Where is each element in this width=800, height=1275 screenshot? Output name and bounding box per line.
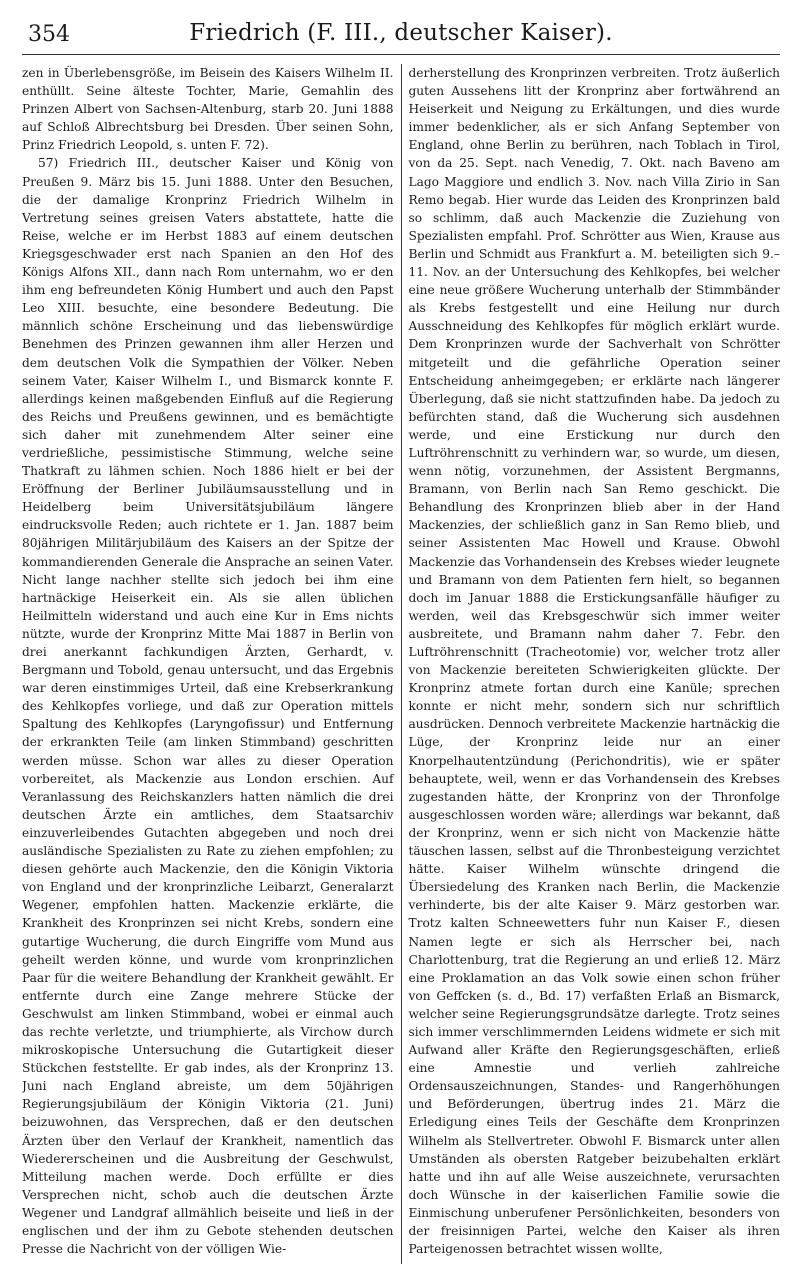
left-column [22,64,401,1264]
paragraph: zen in Überlebensgröße, im Beisein des Kaisers Wilhelm II. enthüllt. Seine älteste Tochter, Marie, Gemahlin des Prinzen Albert von Sachsen-Altenburg, starb 20. Juni 1888 auf Schloß Albrechtsburg bei Dresden. Über seinen Sohn, Prinz Friedrich Leopold, s. unten F. 72). [22,66,394,153]
text-columns [22,64,780,1264]
running-title: Friedrich (F. III., deutscher Kaiser). [189,20,613,46]
right-column [402,64,781,1264]
dictionary-page [22,10,780,1265]
entry-paragraph: 57) Friedrich III., deutscher Kaiser und König von Preußen 9. März bis 15. Juni 1888. Unter den Besuchen, die der damalige Kronprinz Friedrich Wilhelm in Vertretung seines greisen Vaters abstattete, hatte die Reise, welche er im Herbst 1883 auf einem deutschen Kriegsgeschwader erst nach Spanien an den Hof des Königs Alfons XII., dann nach Rom unternahm, wo er den ihm eng befreundeten König Humbert und auch den Papst Leo XIII. besuchte, eine besondere Bedeutung. Die männlich schöne Erscheinung und das liebenswürdige Benehmen des Prinzen gewannen ihm aller Herzen und dem deutschen Volk die Sympathien der Völker. Neben seinem Vater, Kaiser Wilhelm I., und Bismarck konnte F. allerdings keinen maßgebenden Einfluß auf die Regierung des Reichs und Preußens gewinnen, und es bemächtigte sich daher mit zunehmendem Alter seiner eine verdrießliche, pessimistische Stimmung, welche seine Thatkraft zu lähmen schien. Noch 1886 hielt er bei der Eröffnung der Berliner Jubiläumsausstellung und in Heidelberg beim Universitätsjubiläum längere eindrucksvolle Reden; auch richtete er 1. Jan. 1887 beim 80jährigen Militärjubiläum des Kaisers an der Spitze der kommandierenden Generale die Ansprache an seinen Vater. Nicht lange nachher stellte sich jedoch bei ihm eine hartnäckige Heiserkeit ein. Als sie allen üblichen Heilmitteln widerstand und auch eine Kur in Ems nichts nützte, wurde der Kronprinz Mitte Mai 1887 in Berlin von drei anerkannt fachkundigen Ärzten, Gerhardt, v. Bergmann und Tobold, genau untersucht, und das Ergebnis war deren einstimmiges Urteil, daß eine Krebserkrankung des Kehlkopfes vorliege, und daß zur Operation mittels Spaltung des Kehlkopfes (Laryngofissur) und Entfernung der erkrankten Teile (am linken Stimmband) geschritten werden müsse. Schon war alles zu dieser Operation vorbereitet, als Mackenzie aus London erschien. Auf Veranlassung des Reichskanzlers hatten nämlich die drei deutschen Ärzte ein amtliches, dem Staatsarchiv einzuverleibendes Gutachten abgegeben und noch drei ausländische Spezialisten zu Rate zu ziehen empfohlen; zu diesen gehörte auch Mackenzie, den die Königin Viktoria von England und der kronprinzliche Leibarzt, Generalarzt Wegener, empfohlen hatten. Mackenzie erklärte, die Krankheit des Kronprinzen sei nicht Krebs, sondern eine gutartige Wucherung, die durch Eingriffe vom Mund aus geheilt werden könne, und wurde vom kronprinzlichen Paar für die weitere Behandlung der Krankheit gewählt. Er entfernte durch eine Zange mehrere Stücke der Geschwulst am linken Stimmband, wobei er einmal auch das rechte verletzte, und triumphierte, als Virchow durch mikroskopische Untersuchung die Gutartigkeit dieser Stückchen feststellte. Er gab indes, als der Kronprinz 13. Juni nach England abreiste, um dem 50jährigen Regierungsjubiläum der Königin Viktoria (21. Juni) beizuwohnen, das Versprechen, daß er den deutschen Ärzten über den Verlauf der Krankheit, namentlich das Wiedererscheinen und die Ausbreitung der Geschwulst, Mitteilung machen werde. Doch erfüllte er dies Versprechen nicht, schob auch die deutschen Ärzte Wegener und Landgraf allmählich beiseite und ließ in der englischen und der ihm zu Gebote stehenden deutschen Presse die Nachricht von der völligen Wie- [22,156,394,1257]
page-number: 354 [28,22,70,47]
page-header [22,10,780,55]
paragraph: derherstellung des Kronprinzen verbreiten. Trotz äußerlich guten Aussehens litt der Kronprinz aber fortwährend an Heiserkeit und Neigung zu Erkältungen, und dies wurde immer bedenklicher, als er sich Anfang September von England, ohne Berlin zu berühren, nach Toblach in Tirol, von da 25. Sept. nach Venedig, 7. Okt. nach Baveno am Lago Maggiore und endlich 3. Nov. nach Villa Zirio in San Remo begab. Hier wurde das Leiden des Kronprinzen bald so schlimm, daß auch Mackenzie die Zuziehung von Spezialisten empfahl. Prof. Schrötter aus Wien, Krause aus Berlin und Schmidt aus Frankfurt a. M. beteiligten sich 9.–11. Nov. an der Untersuchung des Kehlkopfes, bei welcher eine neue größere Wucherung unterhalb der Stimmbänder als Krebs festgestellt und eine Heilung nur durch Ausschneidung des Kehlkopfes für möglich erklärt wurde. Dem Kronprinzen wurde der Sachverhalt von Schrötter mitgeteilt und die gefährliche Operation seiner Entscheidung anheimgegeben; er erklärte nach längerer Überlegung, daß sie nicht stattzufinden habe. Da jedoch zu befürchten stand, daß die Wucherung sich ausdehnen werde, und eine Erstickung nur durch den Luftröhrenschnitt zu verhindern war, so wurde, um diesen, wenn nötig, vorzunehmen, der Assistent Bergmanns, Bramann, von Berlin nach San Remo geschickt. Die Behandlung des Kronprinzen blieb aber in der Hand Mackenzies, der schließlich ganz in San Remo blieb, und seiner Assistenten Mac Howell und Krause. Obwohl Mackenzie das Vorhandensein des Krebses wieder leugnete und Bramann von dem Patienten fern hielt, so begannen doch im Januar 1888 die Erstickungsanfälle häufiger zu werden, weil das Krebsgeschwür sich immer weiter ausbreitete, und Bramann nahm daher 7. Febr. den Luftröhrenschnitt (Tracheotomie) vor, welcher trotz aller von Mackenzie bereiteten Schwierigkeiten glückte. Der Kronprinz atmete fortan durch eine Kanüle; sprechen konnte er nicht mehr, sondern sich nur schriftlich ausdrücken. Dennoch verbreitete Mackenzie hartnäckig die Lüge, der Kronprinz leide nur an einer Knorpelhautentzündung (Perichondritis), wie er später behauptete, weil, wenn er das Vorhandensein des Krebses zugestanden hätte, der Kronprinz von der Thronfolge ausgeschlossen worden wäre; allerdings war bekannt, daß der Kronprinz, wenn er sich nicht von Mackenzie hätte täuschen lassen, selbst auf die Thronbesteigung verzichtet hätte. Kaiser Wilhelm wünschte dringend die Übersiedelung des Kranken nach Berlin, die Mackenzie verhinderte, bis der alte Kaiser 9. März gestorben war. Trotz kalten Schneewetters fuhr nun Kaiser F., diesen Namen legte er sich als Herrscher bei, nach Charlottenburg, trat die Regierung an und erließ 12. März eine Proklamation an das Volk sowie einen schon früher von Geffcken (s. d., Bd. 17) verfaßten Erlaß an Bismarck, welcher seine Regierungsgrundsätze darlegte. Trotz seines sich immer verschlimmernden Leidens widmete er sich mit Aufwand aller Kräfte den Regierungsgeschäften, erließ eine Amnestie und verlieh zahlreiche Ordensauszeichnungen, Standes- und Rangerhöhungen und Beförderungen, übertrug indes 21. März die Erledigung eines Teils der Geschäfte dem Kronprinzen Wilhelm als Stellvertreter. Obwohl F. Bismarck unter allen Umständen als obersten Ratgeber beizubehalten erklärt hatte und ihn auf alle Weise auszeichnete, verursachten doch Wünsche in der kaiserlichen Familie sowie die Einmischung unberufener Persönlichkeiten, besonders von der freisinnigen Partei, welche den Kaiser als ihren Parteigenossen betrachtet wissen wollte, [408,66,780,1257]
